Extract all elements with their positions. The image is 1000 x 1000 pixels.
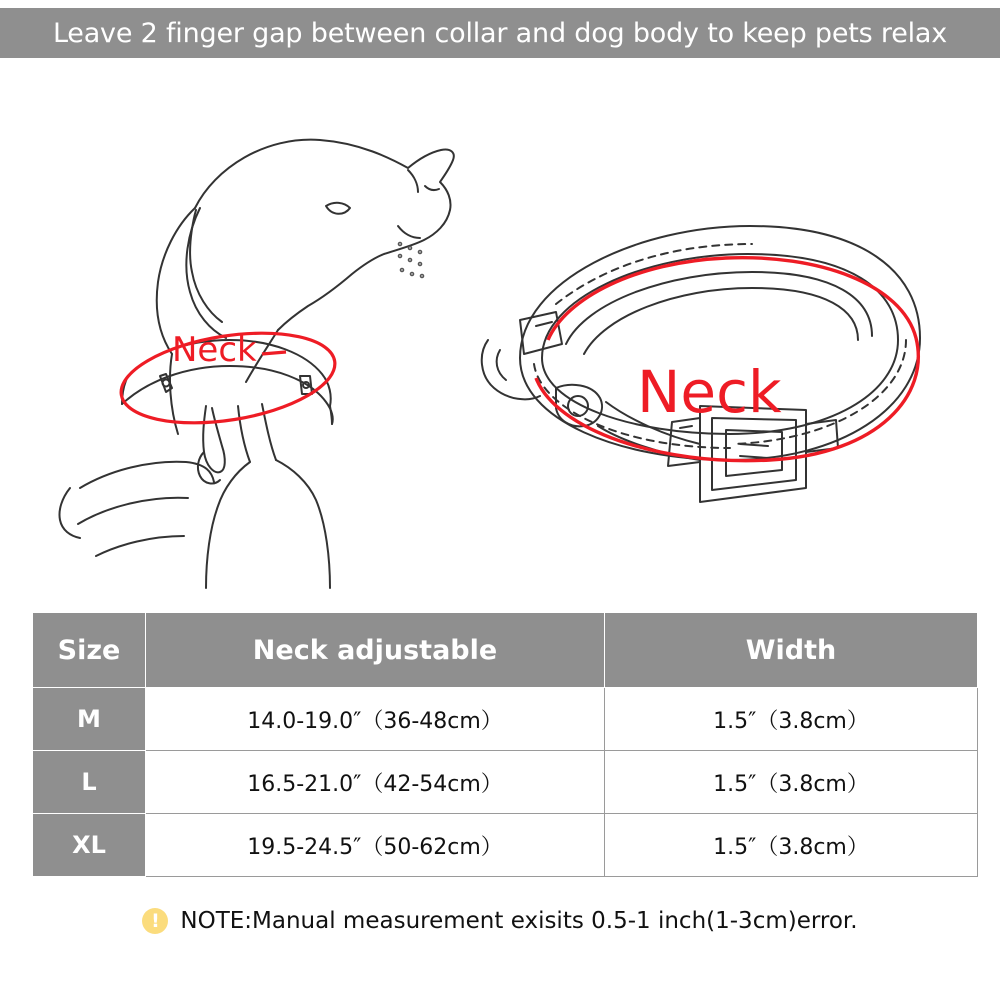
exclamation-icon: ! xyxy=(142,908,168,934)
header-neck-adjustable: Neck adjustable xyxy=(146,613,605,688)
table-header-row xyxy=(33,613,978,688)
illustration-area xyxy=(0,58,1000,598)
table-row xyxy=(33,688,978,751)
header-width: Width xyxy=(605,613,978,688)
cell-neck: 14.0-19.0″（36-48cm） xyxy=(146,688,605,751)
size-table-head xyxy=(33,613,978,688)
cell-width: 1.5″（3.8cm） xyxy=(605,688,978,751)
cell-size: XL xyxy=(33,814,146,877)
neck-label-right: Neck xyxy=(637,358,782,426)
cell-neck: 19.5-24.5″（50-62cm） xyxy=(146,814,605,877)
header-banner xyxy=(0,8,1000,58)
neck-label-left: Neck xyxy=(172,330,257,370)
cell-width: 1.5″（3.8cm） xyxy=(605,751,978,814)
size-table-wrap xyxy=(32,612,968,877)
header-size: Size xyxy=(33,613,146,688)
illustration-svg xyxy=(0,58,1000,598)
cell-size: M xyxy=(33,688,146,751)
table-row xyxy=(33,814,978,877)
size-table-body xyxy=(33,688,978,877)
size-table xyxy=(32,612,978,877)
cell-size: L xyxy=(33,751,146,814)
note-text: NOTE:Manual measurement exisits 0.5-1 inch(1-3cm)error. xyxy=(180,908,858,934)
cell-width: 1.5″（3.8cm） xyxy=(605,814,978,877)
cell-neck: 16.5-21.0″（42-54cm） xyxy=(146,751,605,814)
table-row xyxy=(33,751,978,814)
header-banner-text: Leave 2 finger gap between collar and dog body to keep pets relax xyxy=(52,17,948,49)
note-row xyxy=(0,908,1000,934)
